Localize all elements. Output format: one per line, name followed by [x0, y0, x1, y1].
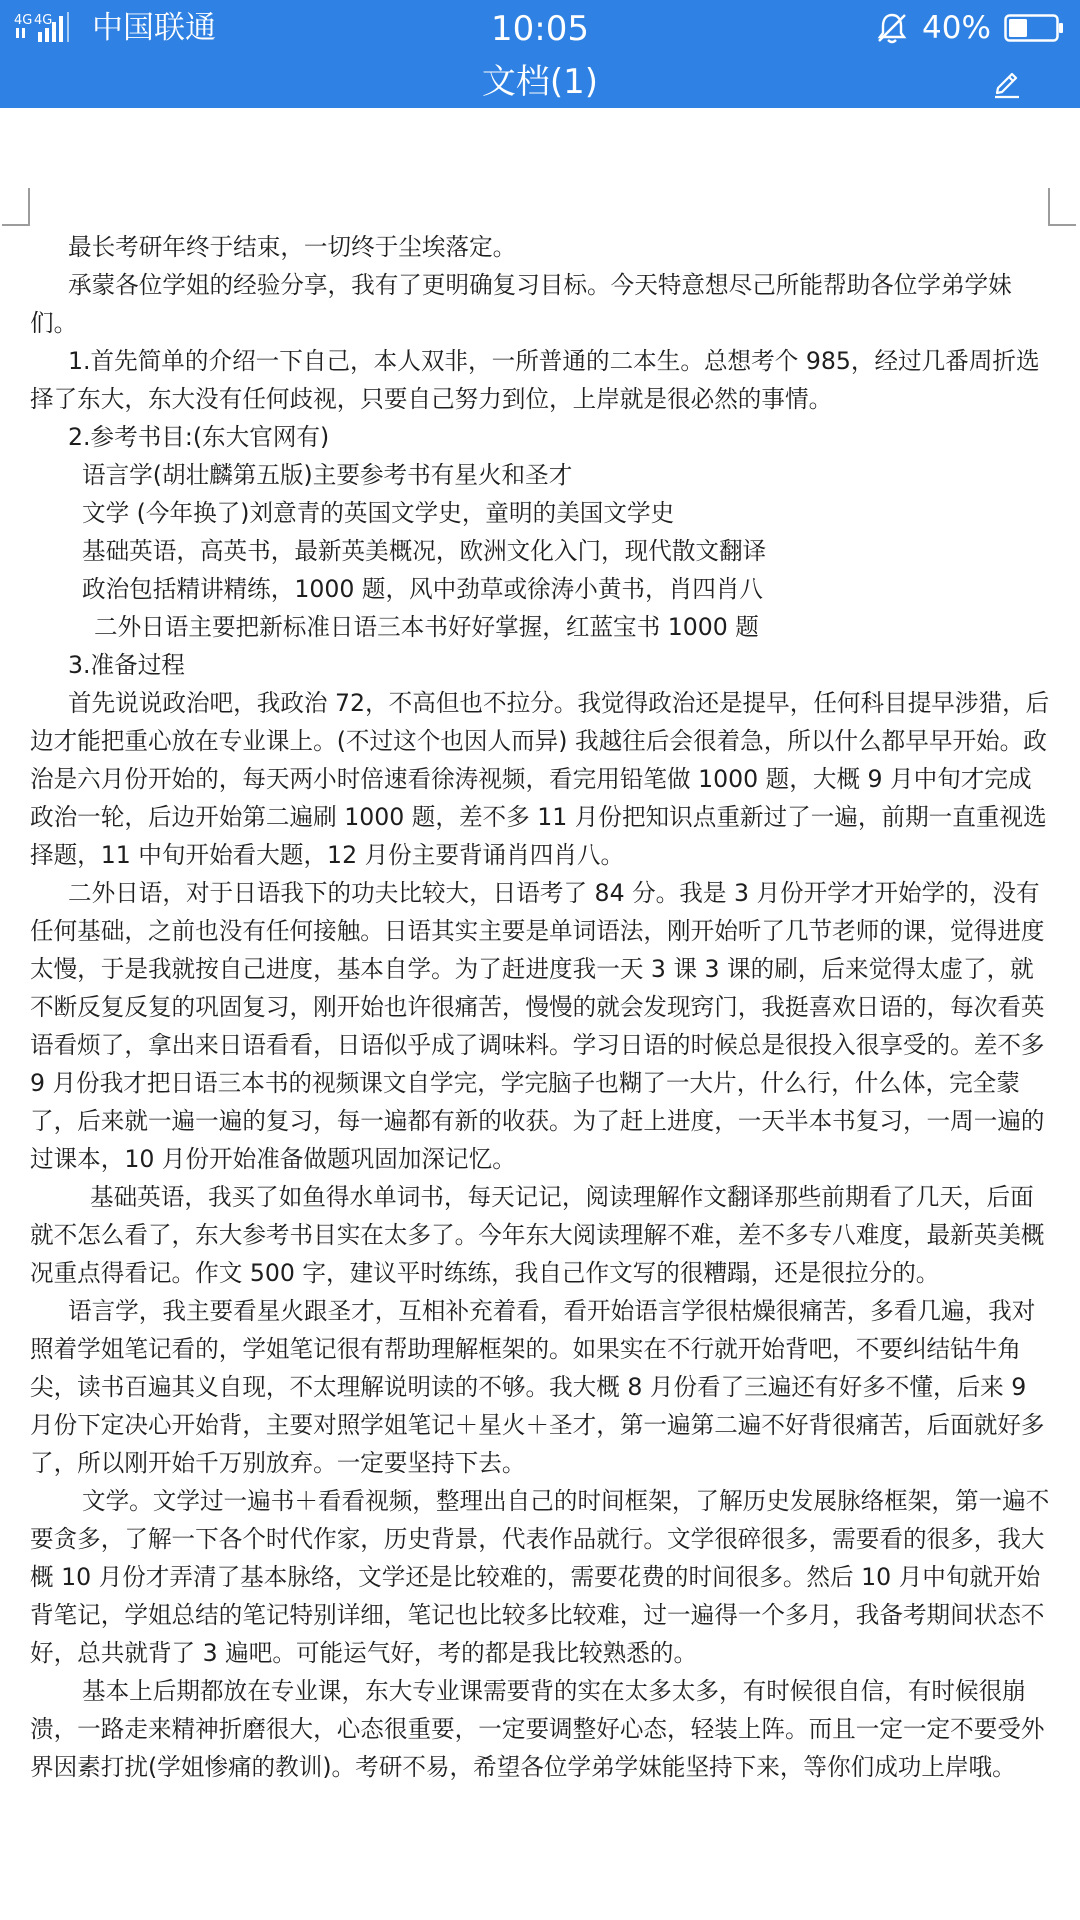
paragraph: 二外日语，对于日语我下的功夫比较大，日语考了 84 分。我是 3 月份开学才开始学的，没有任何基础，之前也没有任何接触。日语其实主要是单词语法，刚开始听了几节老师的课，觉得进度太慢，于是我就按自己进度，基本自学。为了赶进度我一天 3 课 3 课的刷，后来觉得太虚了，就不断反复反复的巩固复习，刚开始也许很痛苦，慢慢的就会发现窍门，我挺喜欢日语的，每次看英语看烦了，拿出来日语看看，日语似乎成了调味料。学习日语的时候总是很投入很享受的。差不多 9 月份我才把日语三本书的视频课文自学完，学完脑子也糊了一大片，什么行，什么体，完全蒙了，后来就一遍一遍的复习，每一遍都有新的收获。为了赶上进度，一天半本书复习，一周一遍的过课本，10 月份开始准备做题巩固加深记忆。 — [30, 879, 1045, 1173]
paragraph: 二外日语主要把新标准日语三本书好好掌握，红蓝宝书 1000 题 — [94, 613, 759, 641]
paragraph: 承蒙各位学姐的经验分享，我有了更明确复习目标。今天特意想尽己所能帮助各位学弟学妹们。 — [30, 271, 1012, 337]
edit-pen-icon[interactable] — [990, 66, 1024, 100]
paragraph: 基本上后期都放在专业课，东大专业课需要背的实在太多太多，有时候很自信，有时候很崩溃，一路走来精神折磨很大，心态很重要，一定要调整好心态，轻装上阵。而且一定一定不要受外界因素打扰(学姐惨痛的教训)。考研不易，希望各位学弟学妹能坚持下来，等你们成功上岸哦。 — [30, 1677, 1045, 1781]
paragraph: 首先说说政治吧，我政治 72，不高但也不拉分。我觉得政治还是提早，任何科目提早涉猎，后边才能把重心放在专业课上。(不过这个也因人而异) 我越往后会很着急，所以什么都早早开始。政治是六月份开始的，每天两小时倍速看徐涛视频，看完用铅笔做 1000 题，大概 9 月中旬才完成政治一轮，后边开始第二遍刷 1000 题，差不多 11 月份把知识点重新过了一遍，前期一直重视选择题，11 中旬开始看大题，12 月份主要背诵肖四肖八。 — [30, 689, 1050, 869]
status-clock: 10:05 — [491, 9, 589, 49]
paragraph: 语言学(胡壮麟第五版)主要参考书有星火和圣才 — [82, 461, 573, 489]
paragraph: 3.准备过程 — [68, 651, 185, 679]
paragraph: 基础英语，高英书，最新英美概况，欧洲文化入门，现代散文翻译 — [82, 537, 767, 565]
paragraph: 最长考研年终于结束，一切终于尘埃落定。 — [68, 233, 517, 261]
document-body — [30, 228, 1050, 1786]
document-title: 文档(1) — [481, 62, 599, 102]
svg-text:4G: 4G — [34, 13, 53, 28]
paragraph: 文学。文学过一遍书＋看看视频，整理出自己的时间框架，了解历史发展脉络框架，第一遍不要贪多，了解一下各个时代作家，历史背景，代表作品就行。文学很碎很多，需要看的很多，我大概 10 月份才弄清了基本脉络，文学还是比较难的，需要花费的时间很多。然后 10 月中旬就开始背笔记，学姐总结的笔记特别详细，笔记也比较多比较难，过一遍得一个多月，我备考期间状态不好，总共就背了 3 遍吧。可能运气好，考的都是我比较熟悉的。 — [30, 1487, 1050, 1667]
top-bar — [0, 0, 1080, 108]
page-margin-mark-left — [2, 188, 30, 226]
svg-text:4G: 4G — [14, 13, 33, 28]
paragraph: 1.首先简单的介绍一下自己，本人双非，一所普通的二本生。总想考个 985，经过几番周折选择了东大，东大没有任何歧视，只要自己努力到位，上岸就是很必然的事情。 — [30, 347, 1040, 413]
battery-percent: 40% — [922, 10, 991, 46]
paragraph: 2.参考书目:(东大官网有) — [68, 423, 330, 451]
page-margin-mark-right — [1048, 188, 1076, 226]
carrier-label: 中国联通 — [92, 10, 216, 46]
mute-bell-icon — [874, 10, 910, 46]
paragraph: 基础英语，我买了如鱼得水单词书，每天记记，阅读理解作文翻译那些前期看了几天，后面就不怎么看了，东大参考书目实在太多了。今年东大阅读理解不难，差不多专八难度，最新英美概况重点得看记。作文 500 字，建议平时练练，我自己作文写的很糟蹋，还是很拉分的。 — [30, 1183, 1045, 1287]
status-bar — [0, 0, 1080, 56]
paragraph: 文学 (今年换了)刘意青的英国文学史，童明的美国文学史 — [82, 499, 675, 527]
paragraph: 政治包括精讲精练，1000 题，风中劲草或徐涛小黄书，肖四肖八 — [82, 575, 763, 603]
paragraph: 语言学，我主要看星火跟圣才，互相补充着看，看开始语言学很枯燥很痛苦，多看几遍，我对照着学姐笔记看的，学姐笔记很有帮助理解框架的。如果实在不行就开始背吧，不要纠结钻牛角尖，读书百遍其义自现，不太理解说明读的不够。我大概 8 月份看了三遍还有好多不懂，后来 9 月份下定决心开始背，主要对照学姐笔记＋星火＋圣才，第一遍第二遍不好背很痛苦，后面就好多了，所以刚开始千万别放弃。一定要坚持下去。 — [30, 1297, 1045, 1477]
battery-icon — [1004, 14, 1064, 42]
